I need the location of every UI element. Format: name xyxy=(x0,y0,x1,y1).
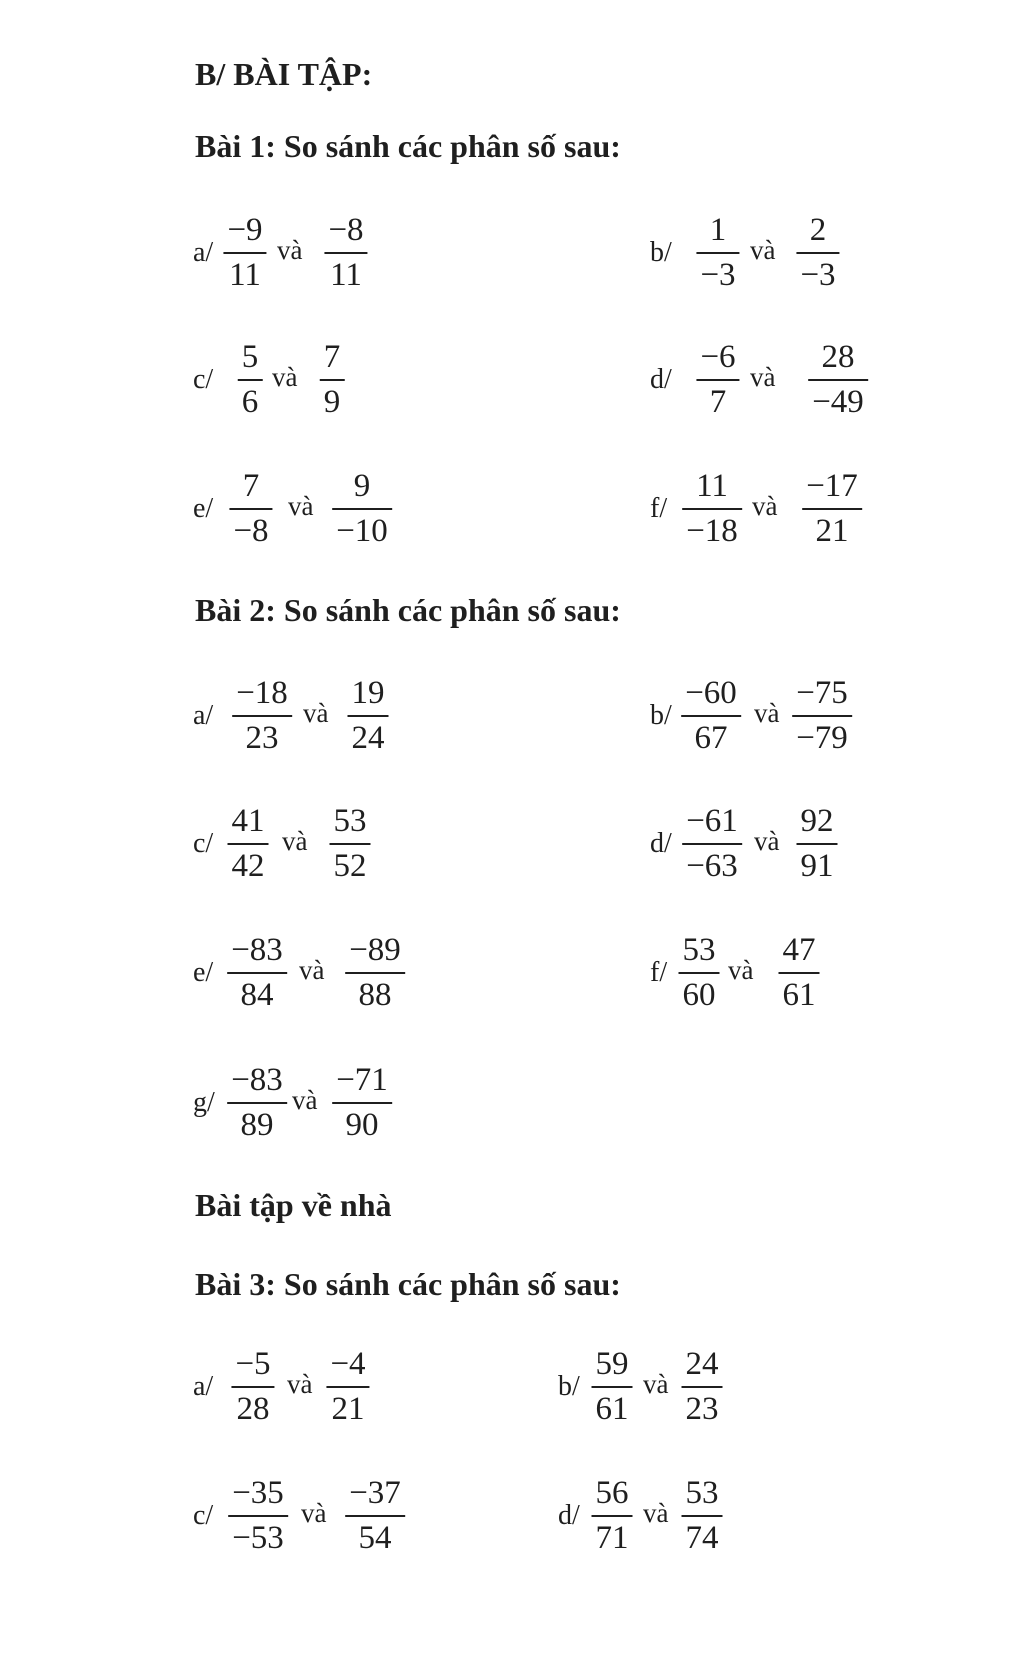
fraction-left xyxy=(232,677,292,755)
fraction-left xyxy=(227,934,287,1012)
fraction-right xyxy=(779,934,820,1012)
fraction-right xyxy=(320,341,345,419)
denominator: 42 xyxy=(231,848,265,884)
numerator: 9 xyxy=(353,468,371,504)
denominator: 11 xyxy=(229,257,261,293)
conjunction-text: và xyxy=(288,491,314,521)
denominator: −63 xyxy=(686,848,738,884)
conjunction-text: và xyxy=(754,826,780,856)
fraction-right xyxy=(330,805,371,883)
numerator: −18 xyxy=(236,675,288,711)
denominator: −18 xyxy=(686,513,738,549)
exercise-label: b/ xyxy=(558,1371,580,1402)
numerator: 28 xyxy=(821,339,855,375)
numerator: −89 xyxy=(349,932,401,968)
conjunction-text: và xyxy=(292,1085,318,1115)
fraction-left xyxy=(679,934,720,1012)
exercise-label: f/ xyxy=(650,493,668,524)
denominator: 23 xyxy=(245,720,279,756)
numerator: −4 xyxy=(330,1346,366,1382)
denominator: 74 xyxy=(685,1520,719,1556)
exercise-label: d/ xyxy=(650,828,672,859)
conjunction-text: và xyxy=(750,362,776,392)
numerator: 1 xyxy=(709,212,727,248)
fraction-right xyxy=(802,470,862,548)
numerator: −37 xyxy=(349,1475,401,1511)
numerator: 7 xyxy=(323,339,341,375)
numerator: 5 xyxy=(241,339,259,375)
denominator: −3 xyxy=(700,257,736,293)
denominator: 7 xyxy=(709,384,727,420)
fraction-left xyxy=(223,214,266,292)
conjunction-text: và xyxy=(282,826,308,856)
exercise-label: a/ xyxy=(193,1371,214,1402)
exercise-label: b/ xyxy=(650,700,672,731)
numerator: −61 xyxy=(686,803,738,839)
numerator: 24 xyxy=(685,1346,719,1382)
numerator: 53 xyxy=(333,803,367,839)
denominator: 67 xyxy=(694,720,728,756)
fraction-left xyxy=(696,214,739,292)
denominator: −3 xyxy=(800,257,836,293)
numerator: 7 xyxy=(242,468,260,504)
fraction-left xyxy=(592,1477,633,1555)
fraction-right xyxy=(332,1064,392,1142)
fraction-left xyxy=(229,470,272,548)
denominator: −10 xyxy=(336,513,388,549)
exercise-label: e/ xyxy=(193,957,214,988)
denominator: 52 xyxy=(333,848,367,884)
conjunction-text: và xyxy=(728,955,754,985)
numerator: 53 xyxy=(685,1475,719,1511)
fraction-right xyxy=(808,341,868,419)
exercise-label: d/ xyxy=(650,364,672,395)
numerator: −60 xyxy=(685,675,737,711)
fraction-left xyxy=(592,1348,633,1426)
fraction-right xyxy=(348,677,389,755)
fraction-left xyxy=(682,470,742,548)
conjunction-text: và xyxy=(287,1369,313,1399)
exercise-label: c/ xyxy=(193,1500,214,1531)
denominator: 90 xyxy=(345,1107,379,1143)
bai3-heading: Bài 3: So sánh các phân số sau: xyxy=(195,1266,621,1302)
fraction-left xyxy=(231,1348,274,1426)
numerator: 11 xyxy=(696,468,728,504)
denominator: 61 xyxy=(782,977,816,1013)
fraction-left xyxy=(227,1064,287,1142)
exercise-label: e/ xyxy=(193,493,214,524)
denominator: 6 xyxy=(241,384,259,420)
denominator: 61 xyxy=(595,1391,629,1427)
denominator: −49 xyxy=(812,384,864,420)
conjunction-text: và xyxy=(277,235,303,265)
numerator: 53 xyxy=(682,932,716,968)
numerator: −5 xyxy=(235,1346,271,1382)
fraction-right xyxy=(326,1348,369,1426)
denominator: 21 xyxy=(815,513,849,549)
numerator: −83 xyxy=(231,932,283,968)
exercise-label: c/ xyxy=(193,828,214,859)
numerator: 2 xyxy=(809,212,827,248)
fraction-left xyxy=(682,805,742,883)
numerator: −71 xyxy=(336,1062,388,1098)
denominator: 84 xyxy=(240,977,274,1013)
numerator: 19 xyxy=(351,675,385,711)
page-title: B/ BÀI TẬP: xyxy=(195,56,373,92)
fraction-left xyxy=(228,1477,288,1555)
bai2-heading: Bài 2: So sánh các phân số sau: xyxy=(195,592,621,628)
numerator: 59 xyxy=(595,1346,629,1382)
denominator: 91 xyxy=(800,848,834,884)
fraction-right xyxy=(797,805,838,883)
exercise-label: b/ xyxy=(650,237,672,268)
numerator: −35 xyxy=(232,1475,284,1511)
bai1-heading: Bài 1: So sánh các phân số sau: xyxy=(195,128,621,164)
homework-heading: Bài tập về nhà xyxy=(195,1187,392,1223)
numerator: −8 xyxy=(328,212,364,248)
numerator: −17 xyxy=(806,468,858,504)
fraction-right xyxy=(796,214,839,292)
fraction-left xyxy=(696,341,739,419)
exercise-label: c/ xyxy=(193,364,214,395)
numerator: 47 xyxy=(782,932,816,968)
conjunction-text: và xyxy=(301,1498,327,1528)
fraction-right xyxy=(345,934,405,1012)
denominator: 60 xyxy=(682,977,716,1013)
fraction-right xyxy=(682,1477,723,1555)
exercise-label: a/ xyxy=(193,700,214,731)
fraction-right xyxy=(682,1348,723,1426)
exercise-label: f/ xyxy=(650,957,668,988)
denominator: −53 xyxy=(232,1520,284,1556)
numerator: −75 xyxy=(796,675,848,711)
exercise-label: g/ xyxy=(193,1087,215,1118)
fraction-right xyxy=(345,1477,405,1555)
numerator: −9 xyxy=(227,212,263,248)
numerator: 56 xyxy=(595,1475,629,1511)
denominator: −8 xyxy=(233,513,269,549)
conjunction-text: và xyxy=(643,1369,669,1399)
denominator: 21 xyxy=(331,1391,365,1427)
denominator: 88 xyxy=(358,977,392,1013)
denominator: 71 xyxy=(595,1520,629,1556)
exercise-label: a/ xyxy=(193,237,214,268)
conjunction-text: và xyxy=(750,235,776,265)
conjunction-text: và xyxy=(754,698,780,728)
fraction-left xyxy=(238,341,263,419)
conjunction-text: và xyxy=(303,698,329,728)
denominator: 28 xyxy=(236,1391,270,1427)
exercise-label: d/ xyxy=(558,1500,580,1531)
numerator: −83 xyxy=(231,1062,283,1098)
numerator: 92 xyxy=(800,803,834,839)
numerator: −6 xyxy=(700,339,736,375)
denominator: −79 xyxy=(796,720,848,756)
fraction-right xyxy=(324,214,367,292)
fraction-left xyxy=(228,805,269,883)
fraction-left xyxy=(681,677,741,755)
fraction-right xyxy=(792,677,852,755)
denominator: 23 xyxy=(685,1391,719,1427)
conjunction-text: và xyxy=(299,955,325,985)
conjunction-text: và xyxy=(752,491,778,521)
denominator: 11 xyxy=(330,257,362,293)
denominator: 54 xyxy=(358,1520,392,1556)
conjunction-text: và xyxy=(643,1498,669,1528)
denominator: 9 xyxy=(323,384,341,420)
conjunction-text: và xyxy=(272,362,298,392)
numerator: 41 xyxy=(231,803,265,839)
denominator: 89 xyxy=(240,1107,274,1143)
denominator: 24 xyxy=(351,720,385,756)
fraction-right xyxy=(332,470,392,548)
